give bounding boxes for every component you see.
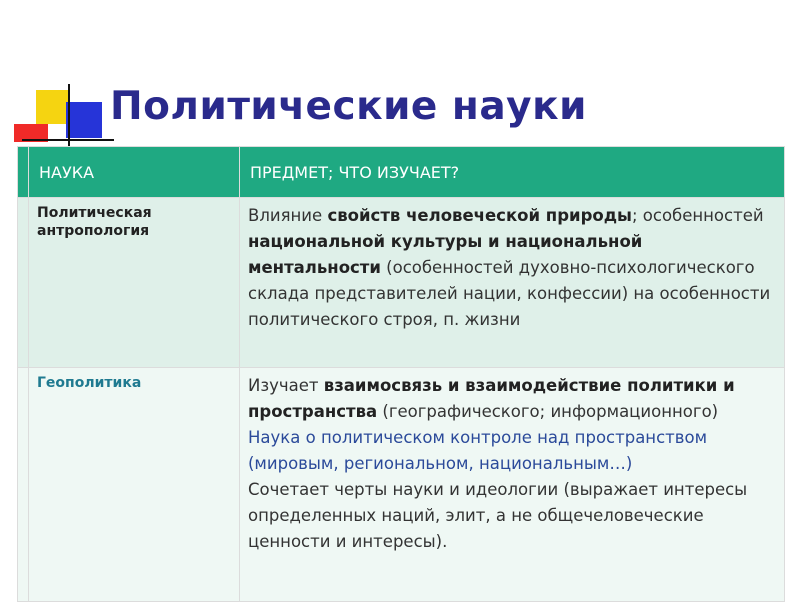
logo-yellow-square — [36, 90, 70, 124]
science-cell — [29, 198, 240, 368]
text-bold-segment: взаимосвязь и взаимодействие политики и пространства — [248, 376, 735, 421]
page-title: Политические науки — [110, 84, 587, 129]
table-row — [18, 368, 785, 602]
text-bold-segment: национальной культуры и национальной ментальности — [248, 232, 643, 277]
text-blue-segment: Наука о политическом контроле над пространством (мировым, региональном, национальным…) — [248, 428, 708, 473]
table-header-row — [18, 147, 785, 198]
subject-text — [240, 198, 784, 339]
science-name: Политическая антропология — [37, 205, 152, 239]
logo-horizontal-line — [22, 139, 114, 141]
text-segment: (географического; информационного) — [377, 402, 719, 421]
science-cell — [29, 368, 240, 602]
table-row — [18, 198, 785, 368]
text-segment: Сочетает черты науки и идеологии (выражает интересы определенных наций, элит, а не общечеловеческие ценности и интересы). — [248, 480, 748, 551]
subject-cell — [240, 198, 785, 368]
logo-vertical-line — [68, 84, 70, 146]
subject-cell — [240, 368, 785, 602]
logo-blue-square — [66, 102, 102, 138]
text-segment: ; особенностей — [631, 206, 764, 225]
science-name: Геополитика — [37, 375, 142, 391]
header-subject: ПРЕДМЕТ; ЧТО ИЗУЧАЕТ? — [240, 147, 785, 198]
header-science: НАУКА — [29, 147, 240, 198]
text-segment: Влияние — [248, 206, 328, 225]
sciences-table — [17, 146, 785, 602]
header-spacer-cell — [18, 147, 29, 198]
text-segment: (особенностей духовно-психологического склада представителей нации, конфессии) на особенности политического строя, п. жизни — [248, 258, 771, 329]
subject-text — [240, 368, 784, 561]
text-bold-segment: свойств человеческой природы — [327, 206, 632, 225]
text-segment: Изучает — [248, 376, 324, 395]
row-spacer-cell — [18, 198, 29, 368]
row-spacer-cell — [18, 368, 29, 602]
